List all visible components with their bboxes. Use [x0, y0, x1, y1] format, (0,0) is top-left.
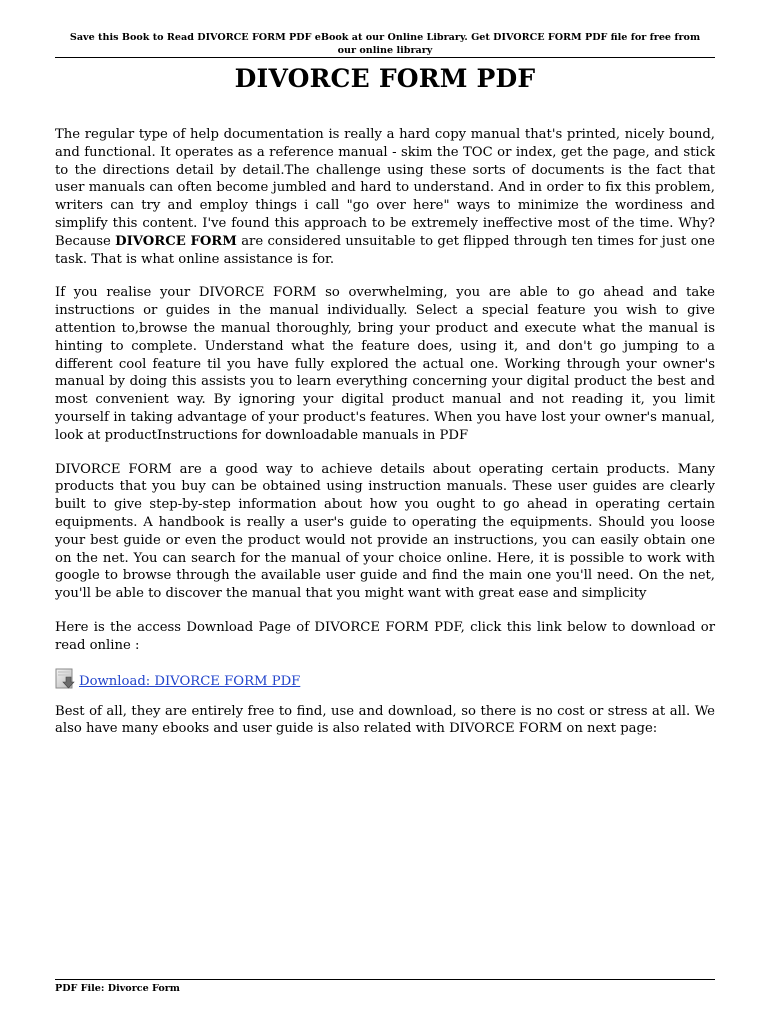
download-row [55, 664, 715, 690]
paragraph-intro-start: The regular type of help documentation is really a hard copy manual that's printed, nicely bound, and functional. It operates as a reference manual - skim the TOC or index, get the page, and stick to the directions detail by detail.The challenge using these sorts of documents is the fact that user manuals can often become jumbled and hard to understand. And in order to fix this problem, writers can try and employ things i call "go over here" ways to minimize the wordiness and simplify this content. I've found this approach to be extremely ineffective most of the time. Why? Because [55, 127, 715, 249]
paragraph-access: Here is the access Download Page of DIVORCE FORM PDF, click this link below to download or read online : [55, 619, 715, 653]
footer [55, 979, 715, 995]
header-rule [55, 57, 715, 58]
footer-rule [55, 979, 715, 980]
paragraph-free: Best of all, they are entirely free to find, use and download, so there is no cost or stress at all. We also have many ebooks and user guide is also related with DIVORCE FORM on next page: [55, 703, 715, 737]
paragraph-intro-bold: DIVORCE FORM [115, 233, 237, 249]
download-icon[interactable] [55, 668, 77, 690]
download-link[interactable]: Download: DIVORCE FORM PDF [79, 673, 301, 689]
paragraph-details: DIVORCE FORM are a good way to achieve details about operating certain products. Many products that you buy can be obtained using instruction manuals. These user guides are clearly built to give step-by-step information about how you ought to go ahead in operating certain equipments. A handbook is really a user's guide to operating the equipments. Should you loose your best guide or even the product would not provide an instructions, you can easily obtain one on the net. You can search for the manual of your choice online. Here, it is possible to work with google to browse through the available user guide and find the main one you'll need. On the net, you'll be able to discover the manual that you might want with great ease and simplicity [55, 461, 715, 602]
paragraph-intro [55, 126, 715, 268]
paragraph-overwhelming: If you realise your DIVORCE FORM so overwhelming, you are able to go ahead and take instructions or guides in the manual individually. Select a special feature you wish to give attention to,browse the manual thoroughly, bring your product and execute what the manual is hinting to complete. Understand what the feature does, using it, and don't go jumping to a different cool feature til you have fully explored the actual one. Working through your owner's manual by doing this assists you to learn everything concerning your digital product the best and most convenient way. By ignoring your digital product manual and not reading it, you limit yourself in taking advantage of your product's features. When you have lost your owner's manual, look at productInstructions for downloadable manuals in PDF [55, 285, 715, 443]
footer-text: PDF File: Divorce Form [55, 983, 180, 994]
paragraph-intro-end: are considered unsuitable to get flipped through ten times for just one task. That is what online assistance is for. [55, 233, 715, 267]
document-title: DIVORCE FORM PDF [234, 64, 536, 93]
document-page [55, 0, 715, 1024]
header-banner: Save this Book to Read DIVORCE FORM PDF eBook at our Online Library. Get DIVORCE FORM PDF file for free from our online library [69, 32, 701, 56]
